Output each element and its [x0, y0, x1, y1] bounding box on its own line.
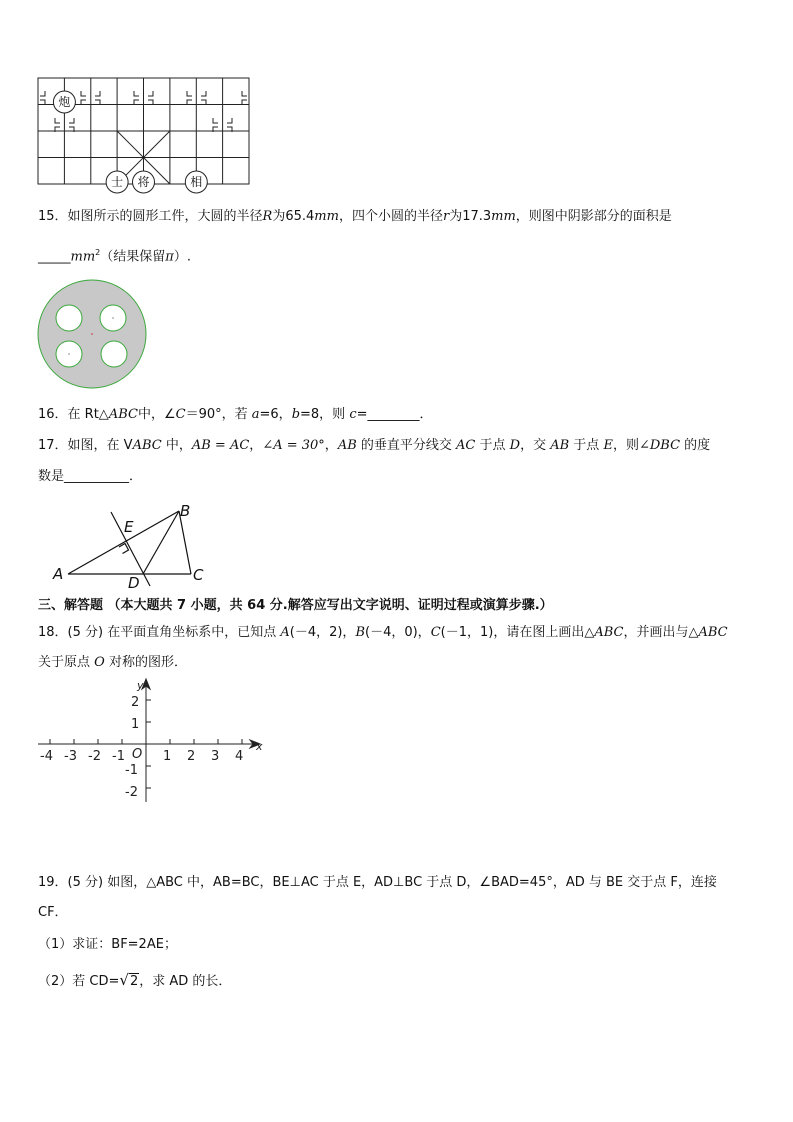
sqrt-symbol: √ — [119, 971, 129, 989]
coordinate-axes — [34, 676, 270, 808]
x-tick-label: 1 — [163, 749, 172, 764]
y-tick-label: 1 — [131, 717, 140, 732]
q16-text: 中，∠ — [137, 407, 176, 422]
q17-text: 于点 — [475, 438, 510, 453]
q17-var: ∠DBC — [638, 438, 681, 453]
q17-var: D — [509, 438, 521, 453]
q18-text: 关于原点 — [38, 655, 95, 670]
workpiece-figure — [36, 278, 150, 392]
q17-text: 数是__________． — [38, 469, 143, 484]
q15-text: ）. — [173, 249, 191, 265]
x-tick-label: -3 — [64, 749, 77, 764]
section3-heading: 三、解答题 （本大题共 7 小题，共 64 分.解答应写出文字说明、证明过程或演算步骤.） — [38, 598, 553, 613]
q18-text: (－4，2)， — [289, 625, 356, 640]
label-E: E — [124, 518, 134, 536]
chessboard-figure — [36, 76, 252, 198]
q15-line2 — [38, 244, 191, 266]
q18-text: ，并画出与△ — [623, 625, 699, 640]
x-tick-label: 3 — [211, 749, 220, 764]
q16-var: a — [251, 407, 260, 422]
label-D: D — [128, 574, 140, 588]
y-tick-label: 2 — [131, 695, 140, 710]
x-axis-label: x — [256, 740, 263, 753]
q17-text: ，交 — [520, 438, 551, 453]
q18-text: (－1，1)，请在图上画出△ — [440, 625, 595, 640]
origin-label: O — [132, 747, 143, 762]
q17-var: AC — [456, 438, 476, 453]
q18-text: 18．(5 分) 在平面直角坐标系中，已知点 — [38, 625, 281, 640]
q16-text: =8，则 — [300, 407, 350, 422]
q17-text: ，则 — [612, 438, 639, 453]
q18-var: B — [355, 625, 365, 640]
chess-label-jiang: 将 — [137, 175, 150, 189]
x-tick-label: -4 — [40, 749, 53, 764]
q18-var: ABC — [594, 625, 624, 640]
q17-text: 的垂直平分线交 — [356, 438, 457, 453]
q17-text: 的度 — [680, 438, 711, 453]
q19-line2: CF． — [38, 905, 68, 920]
y-tick-label: -2 — [125, 785, 138, 800]
q16-text: =6， — [259, 407, 292, 422]
q18-line2 — [38, 654, 187, 672]
q17-text: 于点 — [569, 438, 604, 453]
q16-var: ABC — [108, 407, 138, 422]
q17-text: ， — [249, 438, 263, 453]
q19-text: ，求 AD 的长． — [139, 974, 232, 989]
q15-line1 — [38, 208, 672, 226]
x-tick-label: 4 — [235, 749, 244, 764]
q16-var: C — [175, 407, 186, 422]
x-tick-label: -2 — [88, 749, 101, 764]
q15-text: （结果保留 — [100, 249, 166, 265]
q17-var: AB — [337, 438, 357, 453]
q15-unit: mm — [314, 209, 339, 224]
label-B: B — [180, 502, 191, 520]
q17-var: E — [603, 438, 613, 453]
q16-var: c — [349, 407, 357, 422]
q17-text: 中， — [161, 438, 192, 453]
q18-line1 — [38, 624, 728, 642]
q16-text: 16．在 Rt△ — [38, 407, 109, 422]
q17-line1 — [38, 437, 710, 455]
q18-var: C — [430, 625, 441, 640]
q17-line2 — [38, 468, 142, 486]
q15-blank: _____ — [38, 249, 71, 265]
y-axis-label: y — [137, 679, 144, 692]
q18-var: ABC — [698, 625, 728, 640]
q15-text: 为17.3 — [449, 209, 492, 224]
x-tick-label: -1 — [112, 749, 125, 764]
q18-var: O — [94, 655, 105, 670]
q19-line1: 19．(5 分) 如图，△ABC 中，AB=BC，BE⊥AC 于点 E，AD⊥BC 于点 D，∠BAD=45°，AD 与 BE 交于点 F，连接 — [38, 875, 717, 890]
x-tick-label: 2 — [187, 749, 196, 764]
q15-pi: π — [165, 249, 174, 265]
chess-label-shi: 士 — [111, 175, 124, 189]
q16-text: =________． — [356, 407, 433, 422]
q16-text: ＝90°，若 — [185, 407, 252, 422]
q15-unit: mm — [491, 209, 516, 224]
q15-text: ，四个小圆的半径 — [338, 209, 443, 224]
q15-var-r: r — [442, 209, 450, 224]
triangle-figure — [48, 498, 218, 588]
q17-text: 17．如图，在 V — [38, 438, 133, 453]
label-A: A — [53, 565, 64, 583]
q17-var: ABC — [132, 438, 162, 453]
label-C: C — [193, 566, 204, 584]
q15-text: 为65.4 — [272, 209, 315, 224]
q15-text: 15．如图所示的圆形工件，大圆的半径 — [38, 209, 263, 224]
q18-text: (－4，0)， — [365, 625, 431, 640]
q17-eq: AB = AC — [191, 438, 250, 453]
q17-var: AB — [550, 438, 570, 453]
q15-var-R: R — [262, 209, 273, 224]
q16-line — [38, 406, 433, 424]
q18-text: 对称的图形． — [104, 655, 187, 670]
q19-text: （2）若 CD= — [38, 974, 120, 989]
q16-var: b — [291, 407, 301, 422]
q17-eq: ∠A = 30° — [262, 438, 325, 453]
sqrt-value: 2 — [129, 974, 139, 989]
q19-part2 — [38, 971, 231, 991]
q19-part1: （1）求证：BF=2AE； — [38, 937, 177, 952]
chess-label-pao: 炮 — [58, 95, 71, 109]
q18-var: A — [280, 625, 290, 640]
y-tick-label: -1 — [125, 763, 138, 778]
q17-text: ， — [324, 438, 338, 453]
q15-sup: 2 — [95, 248, 101, 257]
q15-unit: mm — [70, 249, 96, 265]
q15-text: ，则图中阴影部分的面积是 — [515, 209, 672, 224]
chess-label-xiang: 相 — [190, 175, 203, 189]
